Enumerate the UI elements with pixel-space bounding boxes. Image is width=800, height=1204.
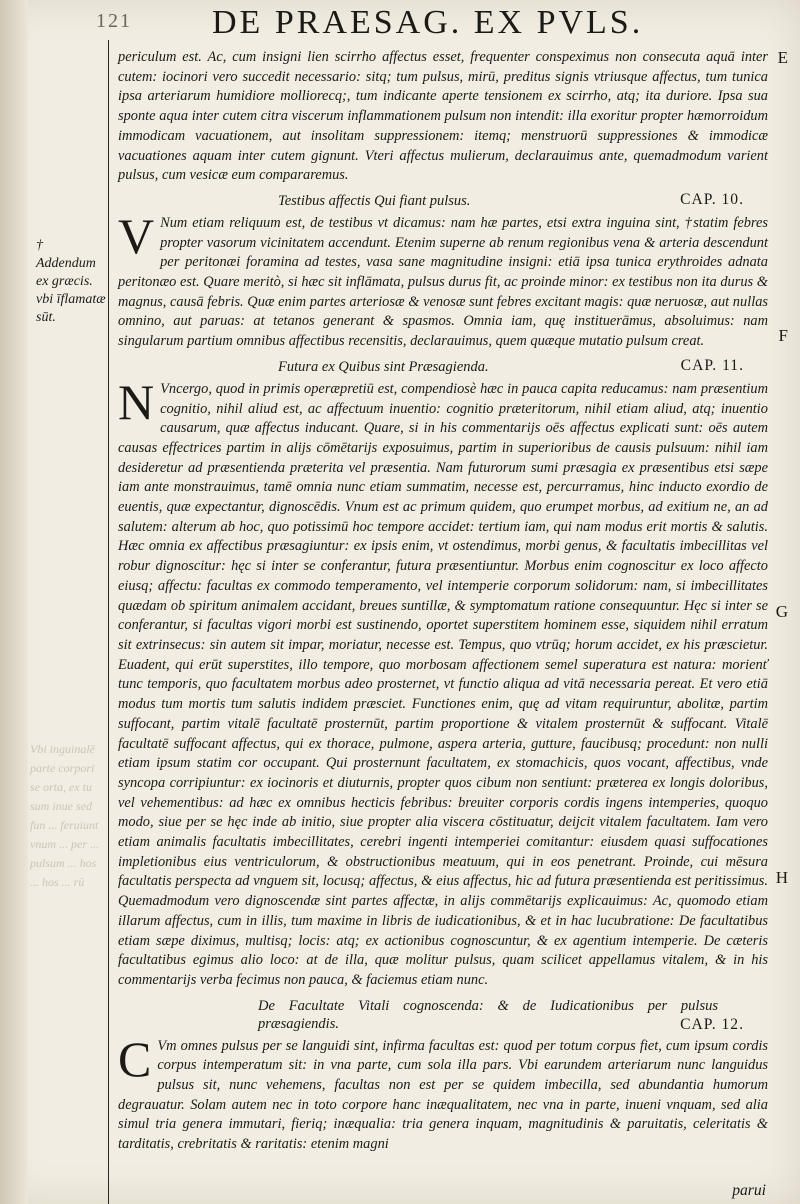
chapter-10-paragraph: [118, 207, 768, 352]
folio-number: 121: [96, 10, 132, 32]
chapter-number: CAP. 11.: [680, 356, 744, 374]
chapter-number: CAP. 12.: [680, 1015, 744, 1033]
running-head: [90, 0, 790, 44]
chapter-title: Futura ex Quibus sint Præsagienda.: [278, 358, 489, 375]
show-through-text: Vbi inguinalē parte corpori se orta, ex tu sum inue sed fun ... feruiunt vnum ... per ... pulsum ... hos ... hos ... rū: [30, 742, 99, 889]
chapter-text: Vncergo, quod in primis operæpretiū est, compendiosè hæc in pauca capita reducamus: nam præsentium cognitio, nihil aliud est, ac affectuum inuentio: cognitio præteritorum, nihil etiam aliud, atq; inuentio causarum, quæ affectus inducant. Quare, si in his commentarijs oēs affectus explicati sunt: oēs autem causas effectrices partim in alijs cōmētarijs exposuimus, partim in superioribus de causis pulsuum: nihil iam desideretur ad præsentienda præterita vel præsentia. Nam futurorum sumi præsagia ex præsentibus etsi sæpe iam ante monstrauimus, tamē omnia nunc etiam summatim, necesse est, percurramus, hinc inducto exordio de euentis, quæ expectantur, dignoscēdis. Vnum est ac primum quidem, quo erumpet morbus, ad exitium ne, an ad salutem: alterum ab hoc, quo potissimū hoc tempore accidet: tertium iam, qui nam modus erit mortis & salutis. Hæc omnia ex affectibus præsagiuntur: ex ipsis enim, vt ostendimus, morbi genus, & facultatis imbecillitas vel robur dignoscitur: hęc si inter se conferantur, futura præsentiuntur. Morbus enim cognoscitur ex loco affecto eiusq; affectu: facultas ex commodo temperamento, vel intemperie corporum solidorum: nam, si imbecillitates quædam ob spiritum animalem accidant, breues suntillæ, & symptomatum ratione consequuntur. Hęc si inter se conferantur, si facultas vigori morbi est sustinendo, oportet superstitem hominem esse, siquidem nihil erratum sit extrinsecus: sin autem sit impar, moriatur, necesse est. Tempus, quo vtrūq; horum accidet, ex his præscietur. Euadent, qui erūt superstites, illo tempore, quo morbosam affectionem semel superatura est natura: morienť tunc temporis, quo facultatem morbus adeo prosternet, vt functio aliqua ad vitā necessaria pereat. Et vero etiā modus tum mortis tum salutis indidem præsciet. Functiones enim, quę ad vitam requiruntur, abolitæ, partim suffocant, partim vitalē facultatē prosternūt, partim proportione & vitalem prosternūt & suffocant. Vitalē facultatē suffocant affectus, qui ex thorace, pulmone, aspera arteria, gutture, faucibusq; procedunt: non nulli etiam ipsum statim cor occupant. Qui prosternunt facultatem, ex stomachicis, quos vocant, affectibus, vnde syncopa corripiuntur: ex iocinoris et diuturnis, propter quos cibum non sentiunt: præterea ex longis doloribus, vel vehementibus: ad hæc ex omnibus hecticis febribus: breuiter corporis cordis ingens intemperies, quoquo modo, siue per se hęc inde ab initio, siue propter alia viscera cōstituatur, deijcit vitalem facultatem. Iam vero etiam animalis facultatis imbecillitates, cerebri ingenti intemperiei comitantur: eiusdem quasi suffocationes impletionibus eius ventriculorum, & obstructionibus meatuum, qui in eos penetrant. Proinde, cui mēsura facultatis perspecta ad vnguem sit, locusq; affectus, & eius affectus, hic ad futura præsentienda est peritissimus. Quemadmodum vero dignoscendæ sint partes affectæ, in alijs commētarijs explicauimus: Ac, quomodo etiam illarum affectus, cum in illis, tum maxime in libris de iudicationibus, & et in hac lucubratione: De facultatibus etiam sæpe diximus, multisq; locis: atq; ex actionibus cognoscuntur, & ex agentium intemperie. De cæteris facultatibus egimus alio loco: at de illa, quæ molitur pulsus, quam scilicet appellamus vitalem, & in his commentarijs verba fecimus non pauca, & faciemus etiam nunc.: [118, 380, 768, 988]
margin-letter-f: F: [778, 326, 788, 345]
drop-cap: V: [118, 207, 155, 264]
chapter-title: Testibus affectis Qui fiant pulsus.: [278, 192, 471, 209]
drop-cap: C: [118, 1030, 152, 1087]
chapter-12-paragraph: [118, 1030, 768, 1155]
marginal-note: † Addendum ex græcis. vbi īflamatæ sūt.: [36, 238, 106, 325]
chapter-heading-11: [118, 356, 768, 378]
chapter-text: Num etiam reliquum est, de testibus vt dicamus: nam hæ partes, etsi extra inguina sint, †statim febres propter vasorum vicinitatem accendunt. Etenim superne ab renum regionibus vena & arteria descendunt per peritonæi foramina ad testes, vasa sane magnitudine insigni: etiā ipsa tunica erythroides adnata peritonæo est. Quare meritò, si hæc sit inflāmata, pulsus durus fit, ac proinde minor: ex testibus non ita durus & magnus, causā febris. Quæ enim partes arteriosæ & venosæ sunt febres excitant magis: quæ neruosæ, aut nullas omnino, aut paruas: at tetanos generant & spasmos. Omnia iam, quę instituerāmus, absoluimus: nam singularum partium omnibus affectibus recensitis, declarauimus, quem quæque mutatio pulsum creat.: [118, 214, 768, 350]
margin-rule: [108, 40, 109, 1204]
margin-letter-g: G: [775, 602, 788, 621]
book-gutter: [0, 0, 28, 1204]
chapter-text: Vm omnes pulsus per se languidi sint, infirma facultas est: quod per totum corpus fiet, cum ipsum cordis corpus intemperatum sit: in vna parte, cum sola illa pars. Vbi earundem arteriarum nunc languidus pulsus sit, nunc vehemens, facultas non est per se quidem imbecilla, sed abundantia humorum degrauatur. Solam autem nec in toto corpore hanc inæqualitatem, nec vna in parte, inueni vnquam, sed alia simul tria genera immutari, fieriq; inæqualia: tria genera inquam, magnitudinis & paruitatis, celeritatis & tarditatis, crebritatis & raritatis: etenim magni: [118, 1037, 768, 1153]
catchword: parui: [732, 1182, 766, 1199]
drop-cap: N: [118, 373, 155, 430]
chapter-11-paragraph: [118, 373, 768, 991]
margin-letter-h: H: [775, 868, 788, 887]
chapter-title: De Facultate Vitali cognoscenda: & de Iudicationibus per pulsus præsagiendis.: [258, 997, 718, 1032]
chapter-heading-12: [118, 995, 768, 1035]
main-text-block: [118, 48, 768, 1155]
chapter-number: CAP. 10.: [680, 190, 744, 208]
chapter-heading-10: [118, 190, 768, 212]
page-title: DE PRAESAG. EX PVLS.: [212, 4, 644, 41]
intro-paragraph: periculum est. Ac, cum insigni lien scirrho affectus esset, frequenter conspeximus non consecuta aquā inter cutem: iocinori vero succedit necessario: sitq; tum pulsus, mirū, preditus signis vtriusque affectus, tum tunica ipsa arteriarum humidiore molliorecq;, tum indicante aperte tensionem ex scirrho, atq; ita duriore. Ipsa sua sponte aqua inter cutem citra viscerum inflammationem pulsum non intendit: illa exoritur propter hæmorroidum immodicam vacuationem, aut insolitam suppressionem: itemq; menstruorū suppressiones & immodicæ vacuationes aquam inter cutem gignunt. Vteri affectus mulierum, declarauimus ante, quemadmodum varient pulsus, cum vesicæ eum compararemus.: [118, 49, 768, 184]
margin-letter-e: E: [777, 48, 788, 67]
